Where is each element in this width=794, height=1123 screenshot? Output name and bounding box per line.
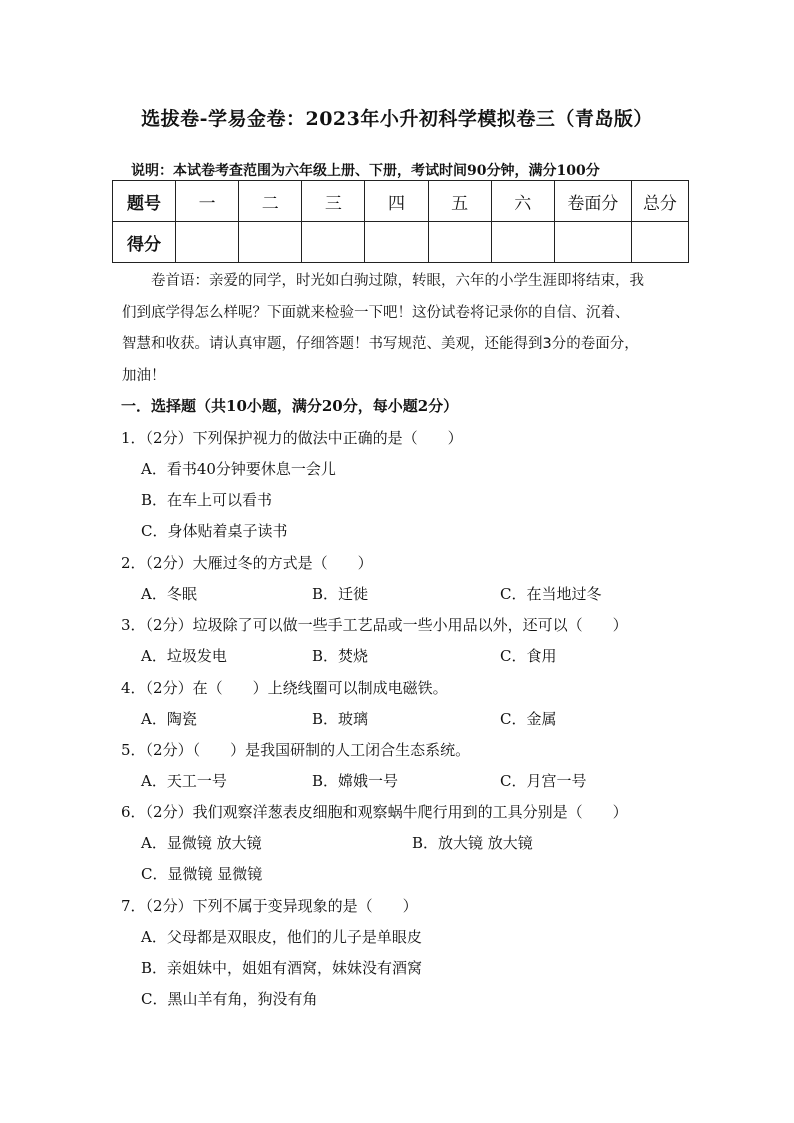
answer-option[interactable]: B．焚烧 [312, 647, 369, 665]
score-cell-header: 卷面分 [554, 181, 631, 222]
question-stem: 4．（2分）在（ ）上绕线圈可以制成电磁铁。 [121, 679, 448, 697]
answer-option[interactable]: A．看书40分钟要休息一会儿 [141, 460, 336, 478]
score-cell-header: 四 [365, 181, 428, 222]
exam-note: 说明：本试卷考查范围为六年级上册、下册，考试时间90分钟，满分100分 [131, 163, 600, 179]
answer-option[interactable]: A．显微镜 放大镜 [141, 834, 262, 852]
answer-option[interactable]: C．在当地过冬 [500, 585, 602, 603]
score-cell-header: 总分 [631, 181, 688, 222]
question-stem: 2．（2分）大雁过冬的方式是（ ） [121, 554, 373, 572]
answer-option[interactable]: C．月宫一号 [500, 772, 587, 790]
answer-option[interactable]: A．陶瓷 [141, 710, 197, 728]
score-cell-empty[interactable] [631, 222, 688, 263]
score-cell-header: 二 [239, 181, 302, 222]
answer-option[interactable]: A．冬眠 [141, 585, 197, 603]
answer-option[interactable]: C．身体贴着桌子读书 [141, 522, 288, 540]
score-cell-empty[interactable] [365, 222, 428, 263]
answer-option[interactable]: C．金属 [500, 710, 557, 728]
score-cell-empty[interactable] [302, 222, 365, 263]
intro-paragraph [122, 266, 692, 392]
question-stem: 1．（2分）下列保护视力的做法中正确的是（ ） [121, 429, 463, 447]
score-cell-header: 五 [428, 181, 491, 222]
score-cell-empty[interactable] [428, 222, 491, 263]
score-cell-label: 题号 [113, 181, 176, 222]
question-stem: 5．（2分）（ ）是我国研制的人工闭合生态系统。 [121, 741, 471, 759]
section-heading: 一．选择题（共10小题，满分20分，每小题2分） [121, 397, 459, 415]
score-table [112, 180, 689, 263]
intro-line: 们到底学得怎么样呢？下面就来检验一下吧！这份试卷将记录你的自信、沉着、 [122, 304, 630, 321]
answer-option[interactable]: A．垃圾发电 [141, 647, 227, 665]
score-cell-header: 一 [176, 181, 239, 222]
answer-option[interactable]: B．玻璃 [312, 710, 369, 728]
score-cell-header: 三 [302, 181, 365, 222]
score-cell-empty[interactable] [239, 222, 302, 263]
intro-line: 卷首语：亲爱的同学，时光如白驹过隙，转眼，六年的小学生涯即将结束，我 [151, 273, 644, 289]
answer-option[interactable]: B．亲姐妹中，姐姐有酒窝，妹妹没有酒窝 [141, 959, 423, 977]
intro-line: 智慧和收获。请认真审题，仔细答题！书写规范、美观，还能得到3分的卷面分， [122, 336, 639, 352]
score-cell-header: 六 [491, 181, 554, 222]
answer-option[interactable]: A．天工一号 [141, 772, 227, 790]
answer-option[interactable]: A．父母都是双眼皮，他们的儿子是单眼皮 [141, 928, 422, 946]
answer-option[interactable]: B．在车上可以看书 [141, 491, 273, 509]
answer-option[interactable]: B．放大镜 放大镜 [412, 834, 533, 852]
answer-option[interactable]: B．嫦娥一号 [312, 772, 399, 790]
score-cell-empty[interactable] [554, 222, 631, 263]
score-cell-empty[interactable] [491, 222, 554, 263]
question-stem: 7．（2分）下列不属于变异现象的是（ ） [121, 897, 418, 915]
answer-option[interactable]: B．迁徙 [312, 585, 369, 603]
page-title: 选拔卷-学易金卷：2023年小升初科学模拟卷三（青岛版） [141, 108, 653, 130]
answer-option[interactable]: C．黑山羊有角，狗没有角 [141, 990, 318, 1008]
score-table-score-row [113, 222, 689, 263]
question-stem: 3．（2分）垃圾除了可以做一些手工艺品或一些小用品以外，还可以（ ） [121, 616, 628, 634]
intro-line: 加油！ [122, 367, 166, 384]
answer-option[interactable]: C．显微镜 显微镜 [141, 865, 263, 883]
score-table-header-row [113, 181, 689, 222]
score-cell-label: 得分 [113, 222, 176, 263]
answer-option[interactable]: C．食用 [500, 647, 557, 665]
score-cell-empty[interactable] [176, 222, 239, 263]
question-stem: 6．（2分）我们观察洋葱表皮细胞和观察蜗牛爬行用到的工具分别是（ ） [121, 803, 628, 821]
